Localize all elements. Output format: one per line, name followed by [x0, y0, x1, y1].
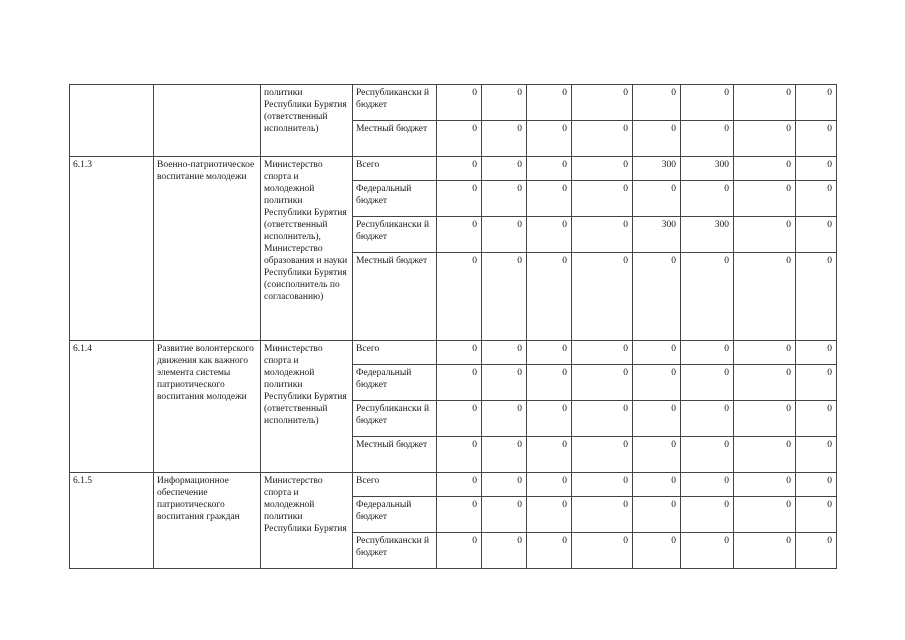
amount-cell: 0: [437, 157, 482, 181]
amount-cell: 0: [527, 121, 572, 157]
amount-cell: 0: [482, 157, 527, 181]
amount-cell: 0: [633, 497, 681, 533]
amount-cell: 0: [437, 401, 482, 437]
amount-cell: 0: [527, 473, 572, 497]
amount-cell: 0: [796, 437, 837, 473]
amount-cell: 0: [437, 437, 482, 473]
amount-cell: 0: [633, 533, 681, 569]
amount-cell: 0: [734, 401, 796, 437]
amount-cell: 300: [633, 157, 681, 181]
amount-cell: 0: [437, 253, 482, 341]
amount-cell: 0: [527, 253, 572, 341]
amount-cell: 0: [734, 365, 796, 401]
amount-cell: 0: [796, 341, 837, 365]
amount-cell: 0: [681, 437, 734, 473]
amount-cell: 0: [482, 121, 527, 157]
amount-cell: 0: [796, 157, 837, 181]
amount-cell: 300: [681, 217, 734, 253]
amount-cell: 0: [734, 437, 796, 473]
amount-cell: 0: [681, 497, 734, 533]
amount-cell: 0: [734, 533, 796, 569]
amount-cell: 0: [482, 365, 527, 401]
measure-code: 6.1.5: [70, 473, 154, 569]
amount-cell: 0: [681, 341, 734, 365]
amount-cell: 0: [482, 437, 527, 473]
amount-cell: 0: [734, 341, 796, 365]
amount-cell: 0: [482, 253, 527, 341]
measure-executor: Министерство спорта и молодежной политики Республики Бурятия: [261, 473, 353, 569]
funding-source: Республикански й бюджет: [353, 85, 437, 121]
amount-cell: 0: [633, 121, 681, 157]
amount-cell: 0: [633, 341, 681, 365]
amount-cell: 0: [437, 497, 482, 533]
funding-source: Всего: [353, 473, 437, 497]
amount-cell: 0: [572, 497, 633, 533]
amount-cell: 0: [572, 217, 633, 253]
amount-cell: 0: [796, 181, 837, 217]
amount-cell: 0: [734, 497, 796, 533]
amount-cell: 0: [633, 365, 681, 401]
amount-cell: 0: [734, 85, 796, 121]
amount-cell: 0: [796, 217, 837, 253]
amount-cell: 0: [527, 157, 572, 181]
amount-cell: 0: [482, 181, 527, 217]
funding-source: Местный бюджет: [353, 121, 437, 157]
amount-cell: 0: [734, 121, 796, 157]
amount-cell: 0: [437, 341, 482, 365]
budget-table: [69, 84, 837, 569]
amount-cell: 0: [681, 181, 734, 217]
funding-source: Федеральный бюджет: [353, 181, 437, 217]
amount-cell: 0: [734, 473, 796, 497]
amount-cell: 0: [437, 121, 482, 157]
table-body: [70, 85, 837, 569]
amount-cell: 0: [527, 181, 572, 217]
amount-cell: 0: [437, 181, 482, 217]
amount-cell: 0: [796, 401, 837, 437]
amount-cell: 0: [482, 497, 527, 533]
measure-name: Информационное обеспечение патриотического воспитания граждан: [154, 473, 261, 569]
funding-source: Республикански й бюджет: [353, 533, 437, 569]
measure-code: [70, 85, 154, 157]
amount-cell: 0: [796, 121, 837, 157]
amount-cell: 0: [437, 365, 482, 401]
measure-name: Развитие волонтерского движения как важного элемента системы патриотического воспитания молодежи: [154, 341, 261, 473]
amount-cell: 0: [633, 253, 681, 341]
amount-cell: 0: [681, 401, 734, 437]
funding-source: Всего: [353, 341, 437, 365]
measure-executor: Министерство спорта и молодежной политики Республики Бурятия (ответственный исполнитель), Министерство образования и науки Республики Бурятия (соисполнитель по согласованию): [261, 157, 353, 341]
measure-executor: Министерство спорта и молодежной политики Республики Бурятия (ответственный исполнитель): [261, 341, 353, 473]
amount-cell: 0: [482, 533, 527, 569]
measure-name: Военно-патриотическое воспитание молодежи: [154, 157, 261, 341]
amount-cell: 0: [734, 217, 796, 253]
amount-cell: 0: [681, 533, 734, 569]
amount-cell: 0: [681, 121, 734, 157]
amount-cell: 300: [681, 157, 734, 181]
amount-cell: 0: [681, 473, 734, 497]
amount-cell: 0: [572, 157, 633, 181]
amount-cell: 0: [681, 85, 734, 121]
amount-cell: 0: [527, 365, 572, 401]
measure-code: 6.1.4: [70, 341, 154, 473]
amount-cell: 0: [572, 181, 633, 217]
amount-cell: 0: [796, 85, 837, 121]
funding-source: Всего: [353, 157, 437, 181]
amount-cell: 0: [633, 181, 681, 217]
amount-cell: 0: [572, 365, 633, 401]
amount-cell: 0: [527, 437, 572, 473]
funding-source: Республикански й бюджет: [353, 217, 437, 253]
amount-cell: 0: [482, 217, 527, 253]
amount-cell: 0: [572, 85, 633, 121]
amount-cell: 0: [633, 401, 681, 437]
amount-cell: 0: [633, 473, 681, 497]
amount-cell: 0: [796, 473, 837, 497]
amount-cell: 0: [796, 497, 837, 533]
amount-cell: 0: [796, 365, 837, 401]
amount-cell: 0: [681, 365, 734, 401]
amount-cell: 300: [633, 217, 681, 253]
amount-cell: 0: [527, 217, 572, 253]
funding-source: Местный бюджет: [353, 437, 437, 473]
amount-cell: 0: [437, 85, 482, 121]
amount-cell: 0: [572, 253, 633, 341]
table-row: [70, 341, 837, 365]
amount-cell: 0: [734, 253, 796, 341]
amount-cell: 0: [796, 533, 837, 569]
amount-cell: 0: [482, 401, 527, 437]
amount-cell: 0: [437, 533, 482, 569]
measure-code: 6.1.3: [70, 157, 154, 341]
amount-cell: 0: [572, 401, 633, 437]
amount-cell: 0: [527, 341, 572, 365]
funding-source: Федеральный бюджет: [353, 497, 437, 533]
amount-cell: 0: [633, 437, 681, 473]
funding-source: Местный бюджет: [353, 253, 437, 341]
amount-cell: 0: [437, 217, 482, 253]
amount-cell: 0: [572, 473, 633, 497]
amount-cell: 0: [734, 181, 796, 217]
table-row: [70, 157, 837, 181]
funding-source: Федеральный бюджет: [353, 365, 437, 401]
amount-cell: 0: [527, 85, 572, 121]
amount-cell: 0: [572, 341, 633, 365]
amount-cell: 0: [572, 533, 633, 569]
amount-cell: 0: [572, 437, 633, 473]
table-row: [70, 473, 837, 497]
measure-name: [154, 85, 261, 157]
amount-cell: 0: [633, 85, 681, 121]
amount-cell: 0: [437, 473, 482, 497]
amount-cell: 0: [527, 401, 572, 437]
amount-cell: 0: [482, 85, 527, 121]
amount-cell: 0: [734, 157, 796, 181]
amount-cell: 0: [681, 253, 734, 341]
amount-cell: 0: [527, 497, 572, 533]
measure-executor: политики Республики Бурятия (ответственный исполнитель): [261, 85, 353, 157]
amount-cell: 0: [527, 533, 572, 569]
amount-cell: 0: [572, 121, 633, 157]
amount-cell: 0: [482, 341, 527, 365]
amount-cell: 0: [796, 253, 837, 341]
table-row: [70, 85, 837, 121]
funding-source: Республикански й бюджет: [353, 401, 437, 437]
amount-cell: 0: [482, 473, 527, 497]
